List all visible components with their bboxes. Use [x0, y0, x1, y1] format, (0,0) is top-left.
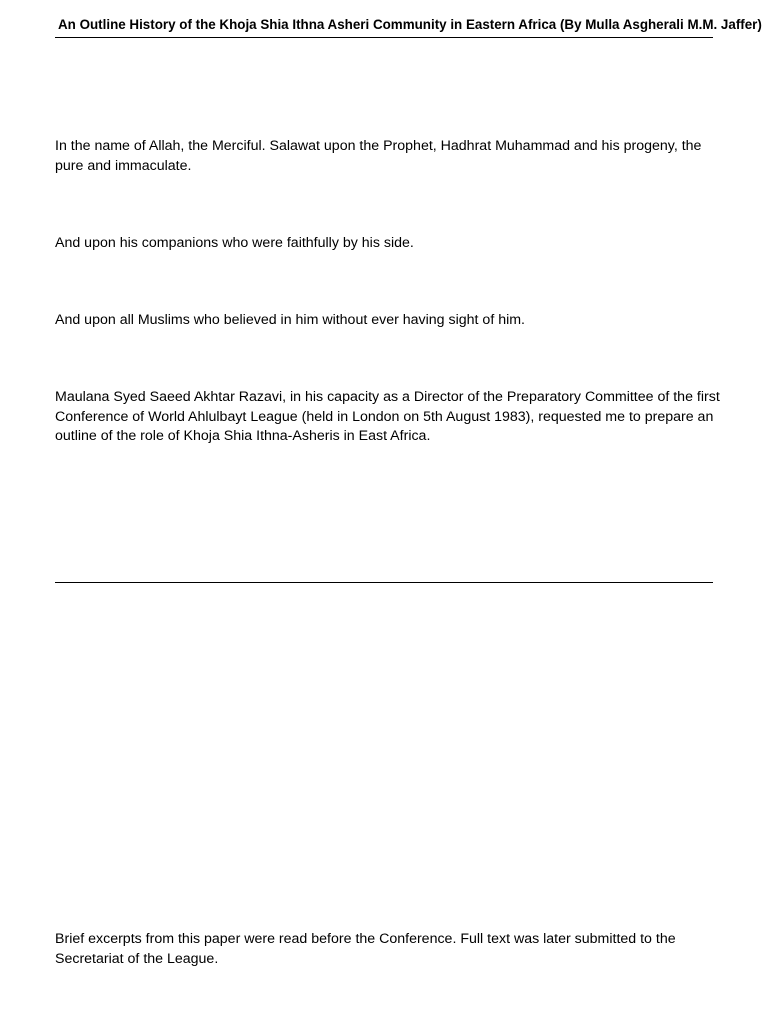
introduction-paragraph: Maulana Syed Saeed Akhtar Razavi, in his capacity as a Director of the Preparatory Committee of the first Conference of World Ahlulbayt League (held in London on 5th August 1983), requested me to prepare an outline of the role of Khoja Shia Ithna-Asheris in East Africa.: [55, 389, 720, 444]
salutation-paragraph: In the name of Allah, the Merciful. Salawat upon the Prophet, Hadhrat Muhammad and his progeny, the pure and immaculate.: [55, 138, 702, 174]
footnote-divider: [55, 582, 713, 583]
header-rule: [55, 37, 713, 38]
muslims-paragraph: And upon all Muslims who believed in him without ever having sight of him.: [55, 312, 526, 328]
document-title: An Outline History of the Khoja Shia Ithna Asheri Community in Eastern Africa (By Mulla Asgherali M.M. Jaffer): [58, 17, 762, 32]
page-header: [55, 15, 768, 39]
footnote-paragraph: Brief excerpts from this paper were read before the Conference. Full text was later submitted to the Secretariat of the League.: [55, 931, 676, 967]
companions-paragraph: And upon his companions who were faithfully by his side.: [55, 235, 414, 251]
